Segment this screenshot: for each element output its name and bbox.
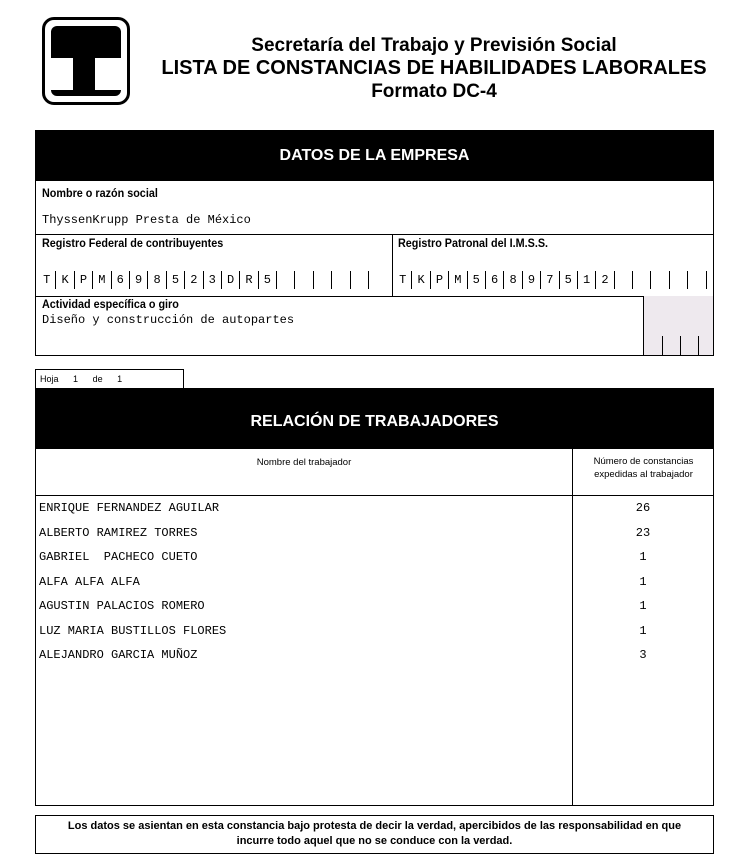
page-total: 1 — [117, 374, 123, 384]
char-cell — [670, 271, 688, 289]
char-cell: M — [93, 271, 111, 289]
char-cell — [332, 271, 350, 289]
char-cell: 5 — [167, 271, 185, 289]
char-cell: K — [412, 271, 430, 289]
institution-name: Secretaría del Trabajo y Previsión Social — [251, 35, 617, 56]
col-header-name: Nombre del trabajador — [256, 457, 352, 468]
company-data-section — [35, 130, 714, 356]
company-name-label: Nombre o razón social — [42, 186, 158, 200]
char-cell: 2 — [596, 271, 614, 289]
worker-name: ALFA ALFA ALFA — [39, 574, 140, 589]
page-indicator — [35, 369, 184, 389]
char-cell: 5 — [468, 271, 486, 289]
char-cell: R — [240, 271, 258, 289]
table-row — [36, 594, 713, 619]
certificate-count: 26 — [635, 501, 651, 515]
char-cell: 5 — [560, 271, 578, 289]
declaration: Los datos se asientan en esta constancia bajo protesta de decir la verdad, apercibidos de las responsabilidad en que incurre todo aquel que no se conduce con la verdad. — [35, 815, 714, 854]
worker-name: LUZ MARIA BUSTILLOS FLORES — [39, 623, 227, 638]
worker-name: GABRIEL PACHECO CUETO — [39, 550, 198, 564]
char-cell: 2 — [185, 271, 203, 289]
document-header — [140, 34, 728, 103]
imss-cells — [394, 271, 707, 289]
char-cell: 9 — [523, 271, 541, 289]
worker-name: ALBERTO RAMIREZ TORRES — [39, 525, 198, 540]
char-cell: 6 — [112, 271, 130, 289]
page-number: 1 — [73, 374, 79, 384]
char-cell: 6 — [486, 271, 504, 289]
char-cell: T — [394, 271, 412, 289]
char-cell — [314, 271, 332, 289]
char-cell — [651, 271, 669, 289]
hoja-label: Hoja — [40, 374, 59, 384]
workers-section — [35, 388, 714, 806]
char-cell: P — [75, 271, 93, 289]
char-cell: 9 — [130, 271, 148, 289]
char-cell — [615, 271, 633, 289]
char-cell — [295, 271, 313, 289]
rfc-cells — [38, 271, 369, 289]
activity-label: Actividad específica o giro — [42, 297, 179, 311]
rfc-label: Registro Federal de contribuyentes — [42, 236, 224, 250]
activity-value: Diseño y construcción de autopartes — [42, 313, 295, 327]
char-cell: P — [431, 271, 449, 289]
table-row — [36, 643, 713, 668]
char-cell: 1 — [578, 271, 596, 289]
table-row — [36, 545, 713, 570]
char-cell: K — [56, 271, 74, 289]
certificate-count: 1 — [639, 599, 647, 613]
section-title: DATOS DE LA EMPRESA — [36, 131, 713, 181]
certificate-count: 3 — [639, 648, 647, 662]
certificate-count: 1 — [639, 550, 647, 564]
char-cell: 3 — [204, 271, 222, 289]
stps-logo — [42, 17, 130, 105]
activity-code-box — [643, 296, 713, 355]
imss-label: Registro Patronal del I.M.S.S. — [398, 236, 549, 250]
char-cell: 5 — [259, 271, 277, 289]
worker-name: AGUSTIN PALACIOS ROMERO — [39, 599, 205, 613]
char-cell — [351, 271, 369, 289]
de-label: de — [92, 374, 103, 384]
table-row — [36, 619, 713, 644]
workers-list — [36, 496, 713, 668]
document-title: LISTA DE CONSTANCIAS DE HABILIDADES LABORALES — [161, 57, 707, 79]
char-cell: T — [38, 271, 56, 289]
certificate-count: 1 — [639, 623, 647, 638]
table-row — [36, 570, 713, 595]
certificate-count: 1 — [639, 574, 647, 589]
section-title: RELACIÓN DE TRABAJADORES — [36, 389, 713, 449]
format-name: Formato DC-4 — [371, 81, 497, 102]
table-row — [36, 496, 713, 521]
char-cell: 8 — [148, 271, 166, 289]
char-cell: D — [222, 271, 240, 289]
char-cell — [277, 271, 295, 289]
certificate-count: 23 — [635, 525, 651, 540]
company-name-value: ThyssenKrupp Presta de México — [42, 213, 251, 227]
worker-name: ENRIQUE FERNANDEZ AGUILAR — [39, 501, 220, 515]
char-cell — [688, 271, 706, 289]
table-row — [36, 521, 713, 546]
char-cell: 7 — [541, 271, 559, 289]
char-cell: M — [449, 271, 467, 289]
char-cell — [633, 271, 651, 289]
col-header-count: Número de constancias expedidas al trabajador — [593, 456, 694, 480]
worker-name: ALEJANDRO GARCIA MUÑOZ — [39, 648, 198, 662]
char-cell: 8 — [504, 271, 522, 289]
